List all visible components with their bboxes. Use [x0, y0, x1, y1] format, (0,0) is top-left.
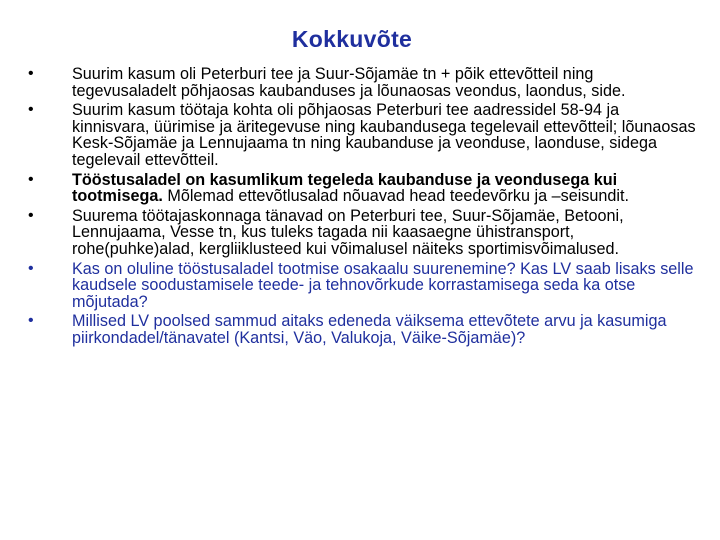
bullet-list — [22, 66, 697, 350]
bullet-item-5 — [22, 261, 697, 311]
bullet-text-3: Mõlemad ettevõtlusalad nõuavad head teedevõrku ja –seisundit. — [162, 187, 629, 206]
bullet-dot-icon: • — [28, 206, 34, 224]
bullet-text-4: Suurema töötajaskonnaga tänavad on Peterburi tee, Suur-Sõjamäe, Betooni, Lennujaama, Vesse tn, kus tuleks tagada nii kaasaegne ühistransport, rohe(puhke)alad, kergliiklusteed kui võimalusel näiteks sportimisvõimalused. — [72, 206, 624, 258]
bullet-item-1 — [22, 66, 697, 99]
bullet-text-2: Suurim kasum töötaja kohta oli põhjaosas Peterburi tee aadressidel 58-94 ja kinnisvara, üürimise ja äritegevuse ning kaubandusega tegelevail ettevõtteil; lõunaosas Kesk-Sõjamäe ja Lennujaama tn ning kaubanduse ja veonduse, laonduse, sidega tegelevail ettevõtteil. — [72, 101, 696, 169]
bullet-item-6 — [22, 313, 697, 346]
bullet-dot-icon: • — [28, 65, 34, 82]
bullet-item-4 — [22, 208, 697, 258]
bullet-text-1: Suurim kasum oli Peterburi tee ja Suur-Sõjamäe tn + põik ettevõtteil ning tegevusaladelt põhjaosas kaubanduses ja lõunaosas veondus, laondus, side. — [72, 65, 626, 100]
bullet-item-3 — [22, 172, 697, 205]
bullet-dot-icon: • — [28, 170, 34, 188]
bullet-item-2 — [22, 102, 697, 168]
slide-title: Kokkuvõte — [291, 26, 413, 52]
bullet-text-5: Kas on oluline tööstusaladel tootmise osakaalu suurenemine? Kas LV saab lisaks selle kaudsele soodustamisele teede- ja tehnovõrkude korrastamisega seda ka otse mõjutada? — [72, 259, 694, 311]
bullet-dot-icon: • — [28, 312, 34, 330]
bullet-text-3-bold: Tööstusaladel on kasumlikum tegeleda kaubanduse ja veondusega kui tootmisega. — [72, 170, 618, 206]
bullet-text-6: Millised LV poolsed sammud aitaks edeneda väiksema ettevõtete arvu ja kasumiga piirkondadel/tänavatel (Kantsi, Väo, Valukoja, Väike-Sõjamäe)? — [72, 312, 667, 347]
bullet-dot-icon: • — [28, 101, 34, 119]
bullet-dot-icon: • — [28, 259, 34, 277]
